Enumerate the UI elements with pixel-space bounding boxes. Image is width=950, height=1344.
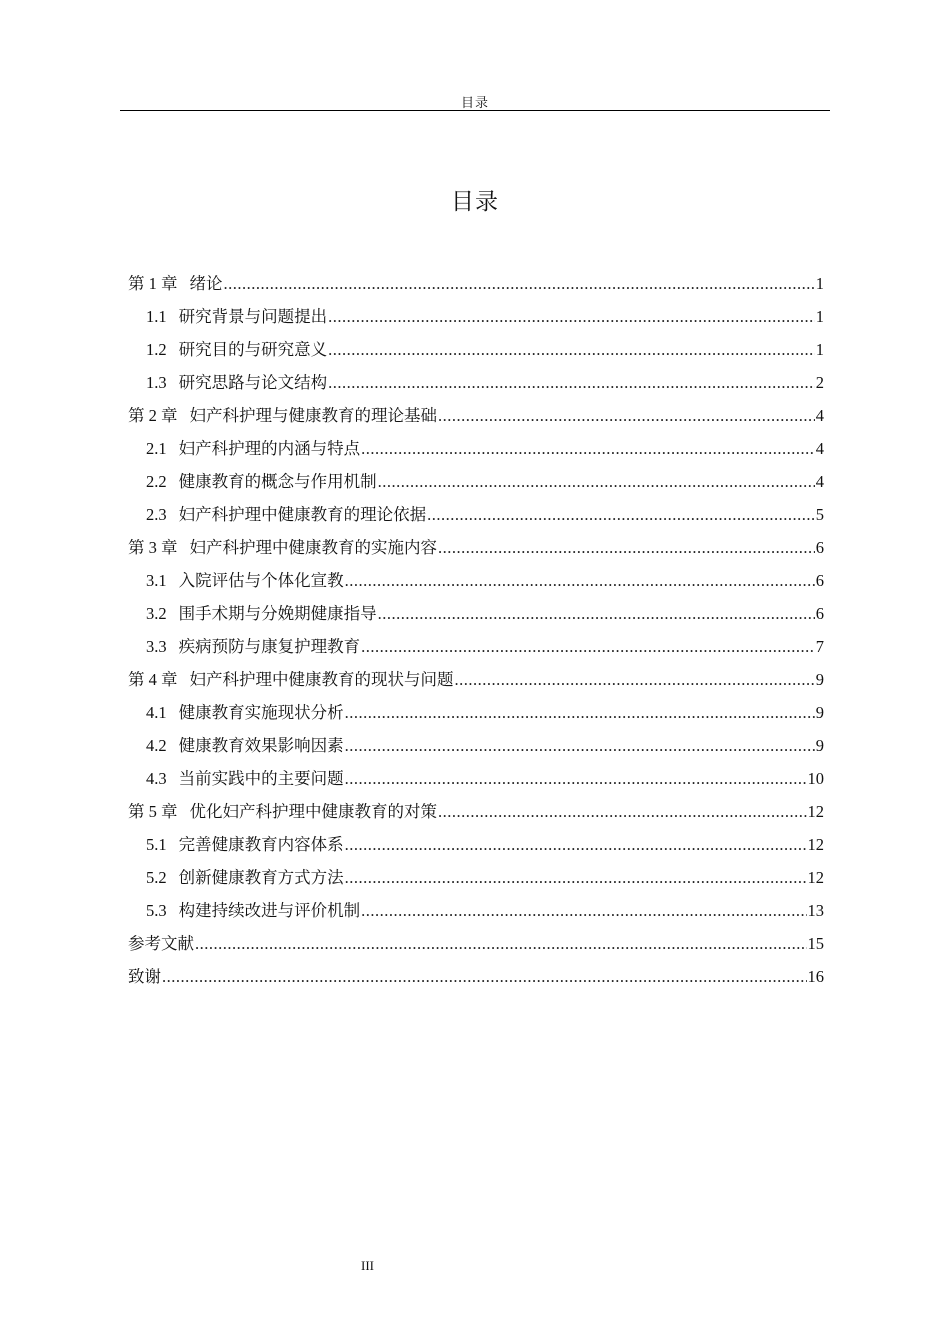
toc-entry-number: 2.3 xyxy=(146,505,167,524)
toc-entry-number: 2.1 xyxy=(146,439,167,458)
toc-entry-title: 优化妇产科护理中健康教育的对策 xyxy=(189,802,437,821)
toc-entry-number: 3.1 xyxy=(146,571,167,590)
toc-entry-label xyxy=(146,894,360,927)
toc-entry-number: 2.2 xyxy=(146,472,167,491)
toc-entry-label xyxy=(128,960,161,993)
toc-entry-label xyxy=(146,630,360,663)
table-of-contents xyxy=(128,267,824,993)
toc-entry-label xyxy=(146,696,344,729)
toc-entry-number: 5.3 xyxy=(146,901,167,920)
toc-dot-leader xyxy=(361,432,815,465)
toc-entry-title: 围手术期与分娩期健康指导 xyxy=(178,604,377,623)
toc-entry-number: 第 3 章 xyxy=(128,538,178,557)
toc-entry-label xyxy=(128,267,223,300)
toc-entry-label xyxy=(128,795,437,828)
toc-entry-page: 6 xyxy=(815,604,824,623)
toc-entry-page: 12 xyxy=(807,868,824,887)
toc-entry-title: 入院评估与个体化宣教 xyxy=(178,571,344,590)
toc-entry-page: 5 xyxy=(815,505,824,524)
toc-chapter-entry[interactable] xyxy=(128,399,824,432)
toc-entry-page: 9 xyxy=(815,736,824,755)
toc-entry-label xyxy=(146,366,327,399)
toc-entry-page: 2 xyxy=(815,373,824,392)
toc-entry-title: 绪论 xyxy=(189,274,223,293)
toc-entry-title: 妇产科护理中健康教育的现状与问题 xyxy=(189,670,454,689)
toc-entry-title: 研究背景与问题提出 xyxy=(178,307,328,326)
toc-entry-page: 10 xyxy=(807,769,824,788)
toc-dot-leader xyxy=(345,828,807,861)
header-rule xyxy=(120,110,830,111)
toc-entry-label xyxy=(146,498,426,531)
toc-entry-title: 健康教育的概念与作用机制 xyxy=(178,472,377,491)
toc-section-entry[interactable] xyxy=(128,498,824,531)
toc-dot-leader xyxy=(345,861,807,894)
toc-section-entry[interactable] xyxy=(128,894,824,927)
toc-entry-label xyxy=(146,432,360,465)
toc-dot-leader xyxy=(378,597,815,630)
toc-dot-leader xyxy=(345,696,815,729)
toc-dot-leader xyxy=(328,366,815,399)
toc-entry-page: 4 xyxy=(815,406,824,425)
toc-entry-page: 1 xyxy=(815,340,824,359)
toc-entry-page: 4 xyxy=(815,439,824,458)
toc-chapter-entry[interactable] xyxy=(128,795,824,828)
toc-section-entry[interactable] xyxy=(128,564,824,597)
toc-dot-leader xyxy=(162,960,807,993)
toc-entry-page: 4 xyxy=(815,472,824,491)
toc-entry-label xyxy=(128,663,454,696)
toc-entry-title: 构建持续改进与评价机制 xyxy=(178,901,361,920)
toc-entry-page: 1 xyxy=(815,274,824,293)
toc-entry-title: 研究目的与研究意义 xyxy=(178,340,328,359)
toc-entry-number: 1.2 xyxy=(146,340,167,359)
toc-entry-title: 参考文献 xyxy=(128,934,194,953)
toc-section-entry[interactable] xyxy=(128,432,824,465)
toc-entry-number: 第 1 章 xyxy=(128,274,178,293)
toc-entry-title: 疾病预防与康复护理教育 xyxy=(178,637,361,656)
toc-entry-number: 5.1 xyxy=(146,835,167,854)
toc-dot-leader xyxy=(438,795,807,828)
toc-entry-page: 9 xyxy=(815,670,824,689)
toc-chapter-entry[interactable] xyxy=(128,960,824,993)
toc-dot-leader xyxy=(438,399,815,432)
running-header: 目录 xyxy=(460,95,489,110)
toc-entry-label xyxy=(146,828,344,861)
toc-section-entry[interactable] xyxy=(128,333,824,366)
toc-entry-number: 4.1 xyxy=(146,703,167,722)
toc-section-entry[interactable] xyxy=(128,366,824,399)
toc-entry-label xyxy=(128,399,437,432)
toc-entry-label xyxy=(146,300,327,333)
toc-entry-number: 3.2 xyxy=(146,604,167,623)
toc-entry-label xyxy=(146,333,327,366)
toc-entry-title: 妇产科护理中健康教育的实施内容 xyxy=(189,538,437,557)
toc-dot-leader xyxy=(328,333,815,366)
toc-section-entry[interactable] xyxy=(128,696,824,729)
toc-entry-number: 5.2 xyxy=(146,868,167,887)
toc-dot-leader xyxy=(195,927,807,960)
toc-entry-title: 健康教育效果影响因素 xyxy=(178,736,344,755)
toc-entry-title: 健康教育实施现状分析 xyxy=(178,703,344,722)
toc-entry-page: 1 xyxy=(815,307,824,326)
toc-section-entry[interactable] xyxy=(128,300,824,333)
toc-chapter-entry[interactable] xyxy=(128,267,824,300)
toc-entry-page: 9 xyxy=(815,703,824,722)
toc-entry-label xyxy=(146,861,344,894)
toc-dot-leader xyxy=(361,630,815,663)
toc-dot-leader xyxy=(455,663,815,696)
toc-entry-number: 第 4 章 xyxy=(128,670,178,689)
toc-section-entry[interactable] xyxy=(128,861,824,894)
toc-section-entry[interactable] xyxy=(128,729,824,762)
toc-entry-title: 完善健康教育内容体系 xyxy=(178,835,344,854)
page-number: III xyxy=(361,1258,374,1273)
toc-entry-number: 4.3 xyxy=(146,769,167,788)
toc-entry-title: 当前实践中的主要问题 xyxy=(178,769,344,788)
toc-entry-page: 16 xyxy=(807,967,824,986)
toc-dot-leader xyxy=(345,729,815,762)
toc-dot-leader xyxy=(328,300,815,333)
page-title: 目录 xyxy=(451,189,499,215)
toc-entry-page: 7 xyxy=(815,637,824,656)
toc-entry-label xyxy=(128,927,194,960)
toc-entry-title: 研究思路与论文结构 xyxy=(178,373,328,392)
toc-entry-label xyxy=(146,729,344,762)
toc-entry-page: 13 xyxy=(807,901,824,920)
toc-section-entry[interactable] xyxy=(128,630,824,663)
toc-entry-page: 6 xyxy=(815,571,824,590)
toc-entry-title: 妇产科护理中健康教育的理论依据 xyxy=(178,505,427,524)
toc-entry-page: 12 xyxy=(807,802,824,821)
toc-chapter-entry[interactable] xyxy=(128,663,824,696)
toc-entry-number: 1.3 xyxy=(146,373,167,392)
toc-entry-label xyxy=(128,531,437,564)
toc-entry-page: 12 xyxy=(807,835,824,854)
toc-entry-number: 第 5 章 xyxy=(128,802,178,821)
toc-dot-leader xyxy=(345,564,815,597)
toc-dot-leader xyxy=(378,465,815,498)
toc-dot-leader xyxy=(224,267,815,300)
toc-dot-leader xyxy=(427,498,815,531)
toc-entry-number: 1.1 xyxy=(146,307,167,326)
toc-chapter-entry[interactable] xyxy=(128,927,824,960)
toc-entry-title: 妇产科护理的内涵与特点 xyxy=(178,439,361,458)
toc-entry-label xyxy=(146,564,344,597)
toc-dot-leader xyxy=(438,531,815,564)
toc-entry-label xyxy=(146,465,377,498)
toc-entry-page: 15 xyxy=(807,934,824,953)
toc-section-entry[interactable] xyxy=(128,828,824,861)
toc-entry-number: 第 2 章 xyxy=(128,406,178,425)
toc-entry-title: 致谢 xyxy=(128,967,161,986)
toc-chapter-entry[interactable] xyxy=(128,531,824,564)
toc-entry-title: 创新健康教育方式方法 xyxy=(178,868,344,887)
toc-section-entry[interactable] xyxy=(128,762,824,795)
toc-section-entry[interactable] xyxy=(128,597,824,630)
toc-entry-title: 妇产科护理与健康教育的理论基础 xyxy=(189,406,437,425)
toc-dot-leader xyxy=(345,762,807,795)
toc-entry-label xyxy=(146,762,344,795)
toc-dot-leader xyxy=(361,894,806,927)
toc-entry-number: 4.2 xyxy=(146,736,167,755)
toc-entry-number: 3.3 xyxy=(146,637,167,656)
toc-entry-page: 6 xyxy=(815,538,824,557)
toc-section-entry[interactable] xyxy=(128,465,824,498)
toc-entry-label xyxy=(146,597,377,630)
